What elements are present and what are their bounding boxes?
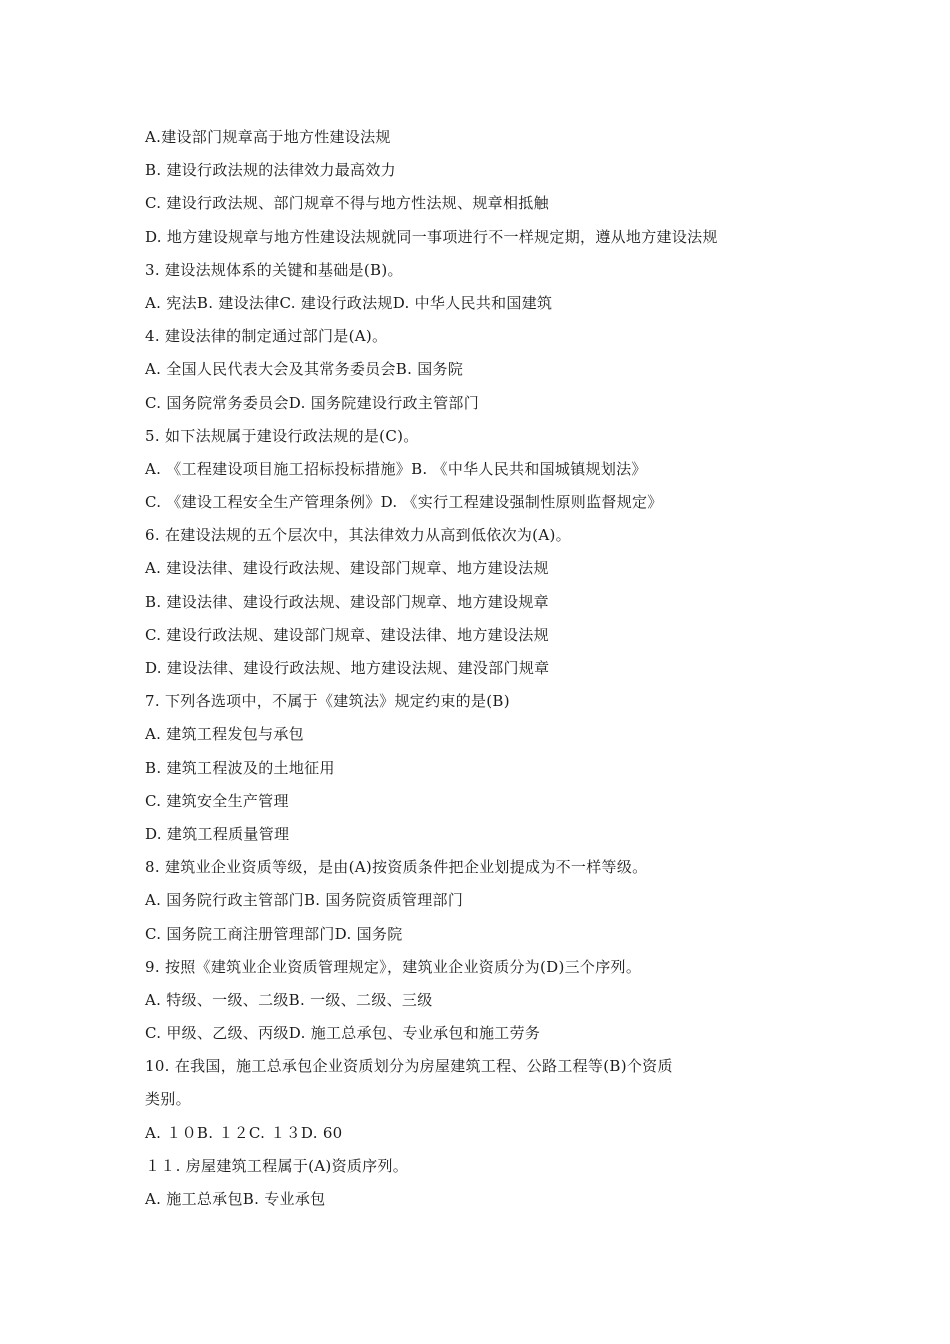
question-line: 6. 在建设法规的五个层次中，其法律效力从高到低依次为(A)。 (145, 526, 571, 545)
option-line: C. 甲级、乙级、丙级D. 施工总承包、专业承包和施工劳务 (145, 1024, 541, 1043)
option-line: C. 《建设工程安全生产管理条例》D. 《实行工程建设强制性原则监督规定》 (145, 493, 663, 512)
question-line: 5. 如下法规属于建设行政法规的是(C)。 (145, 426, 419, 445)
question-line: 7. 下列各选项中，不属于《建筑法》规定约束的是(B) (145, 692, 510, 711)
option-line: A. 全国人民代表大会及其常务委员会B. 国务院 (145, 360, 464, 379)
question-line-continued: 类别。 (145, 1090, 191, 1109)
option-line: A. 特级、一级、二级B. 一级、二级、三级 (145, 990, 433, 1009)
question-line: 8. 建筑业企业资质等级，是由(A)按资质条件把企业划提成为不一样等级。 (145, 858, 648, 877)
text-line: D. 地方建设规章与地方性建设法规就同一事项进行不一样规定期，遵从地方建设法规 (145, 227, 718, 246)
question-line: １１. 房屋建筑工程属于(A)资质序列。 (145, 1156, 409, 1175)
question-line: 4. 建设法律的制定通过部门是(A)。 (145, 327, 388, 346)
option-line: C. 建筑安全生产管理 (145, 791, 289, 810)
option-line: A. 宪法B. 建设法律C. 建设行政法规D. 中华人民共和国建筑 (145, 293, 553, 312)
question-line: 3. 建设法规体系的关键和基础是(B)。 (145, 260, 403, 279)
option-line: A. 《工程建设项目施工招标投标措施》B. 《中华人民共和国城镇规划法》 (145, 459, 647, 478)
question-line: 9. 按照《建筑业企业资质管理规定》，建筑业企业资质分为(D)三个序列。 (145, 957, 642, 976)
text-line: C. 建设行政法规、部门规章不得与地方性法规、规章相抵触 (145, 194, 549, 213)
document-body (145, 124, 805, 1219)
text-line: B. 建设行政法规的法律效力最高效力 (145, 161, 396, 180)
option-line: A. １０B. １２C. １３D. 60 (145, 1123, 343, 1142)
option-line: D. 建设法律、建设行政法规、地方建设法规、建没部门规章 (145, 659, 550, 677)
option-line: A. 施工总承包B. 专业承包 (145, 1190, 326, 1208)
option-line: A. 国务院行政主管部门B. 国务院资质管理部门 (145, 891, 464, 910)
option-line: A. 建设法律、建设行政法规、建设部门规章、地方建设法规 (145, 559, 549, 578)
question-line: 10. 在我国，施工总承包企业资质划分为房屋建筑工程、公路工程等(B)个资质 (145, 1057, 673, 1076)
text-line: A.建设部门规章高于地方性建设法规 (145, 128, 391, 146)
option-line: A. 建筑工程发包与承包 (145, 725, 304, 744)
option-line: B. 建筑工程波及的土地征用 (145, 758, 335, 777)
option-line: B. 建设法律、建设行政法规、建设部门规章、地方建设规章 (145, 592, 549, 611)
option-line: C. 建设行政法规、建设部门规章、建设法律、地方建设法规 (145, 625, 549, 644)
option-line: C. 国务院常务委员会D. 国务院建设行政主管部门 (145, 393, 480, 412)
option-line: D. 建筑工程质量管理 (145, 824, 290, 843)
option-line: C. 国务院工商注册管理部门D. 国务院 (145, 924, 403, 943)
